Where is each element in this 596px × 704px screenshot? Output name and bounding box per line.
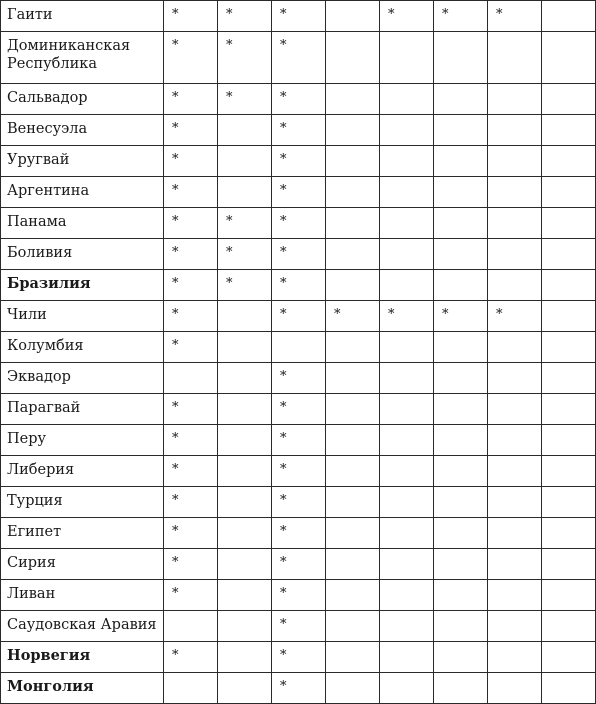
mark-cell <box>542 239 596 270</box>
mark-cell <box>326 239 380 270</box>
mark-cell <box>380 487 434 518</box>
country-name-cell: Монголия <box>1 673 164 704</box>
mark-cell <box>542 301 596 332</box>
country-name-cell: Норвегия <box>1 642 164 673</box>
mark-cell <box>434 549 488 580</box>
mark-cell <box>434 580 488 611</box>
table-row <box>1 301 596 332</box>
mark-cell <box>380 270 434 301</box>
mark-cell <box>326 673 380 704</box>
mark-cell <box>542 32 596 84</box>
country-name-cell: Сирия <box>1 549 164 580</box>
mark-cell <box>542 363 596 394</box>
mark-cell <box>380 673 434 704</box>
mark-cell: * <box>272 549 326 580</box>
table-row <box>1 208 596 239</box>
mark-cell <box>542 642 596 673</box>
mark-cell <box>542 611 596 642</box>
country-name-cell: Перу <box>1 425 164 456</box>
mark-cell <box>542 394 596 425</box>
mark-cell: * <box>272 1 326 32</box>
table-row <box>1 84 596 115</box>
mark-cell <box>218 518 272 549</box>
mark-cell <box>488 487 542 518</box>
mark-cell <box>488 580 542 611</box>
mark-cell <box>542 456 596 487</box>
mark-cell <box>218 456 272 487</box>
mark-cell <box>326 270 380 301</box>
mark-cell <box>380 518 434 549</box>
mark-cell <box>542 425 596 456</box>
mark-cell: * <box>218 270 272 301</box>
mark-cell <box>218 394 272 425</box>
mark-cell: * <box>164 177 218 208</box>
mark-cell: * <box>488 301 542 332</box>
mark-cell: * <box>164 394 218 425</box>
mark-cell: * <box>164 301 218 332</box>
mark-cell <box>380 84 434 115</box>
country-name-cell: Доминиканская Республика <box>1 32 164 84</box>
mark-cell <box>488 115 542 146</box>
mark-cell <box>488 425 542 456</box>
mark-cell <box>488 456 542 487</box>
mark-cell <box>218 177 272 208</box>
mark-cell <box>542 1 596 32</box>
mark-cell <box>326 580 380 611</box>
mark-cell <box>218 549 272 580</box>
mark-cell: * <box>164 146 218 177</box>
table-row <box>1 239 596 270</box>
mark-cell <box>488 518 542 549</box>
mark-cell <box>380 115 434 146</box>
mark-cell: * <box>218 208 272 239</box>
mark-cell <box>488 177 542 208</box>
country-name-cell: Уругвай <box>1 146 164 177</box>
mark-cell: * <box>488 1 542 32</box>
table-row <box>1 394 596 425</box>
mark-cell: * <box>272 146 326 177</box>
mark-cell <box>326 425 380 456</box>
mark-cell <box>218 332 272 363</box>
mark-cell <box>164 363 218 394</box>
mark-cell <box>164 611 218 642</box>
mark-cell <box>434 363 488 394</box>
mark-cell <box>542 580 596 611</box>
mark-cell: * <box>272 518 326 549</box>
mark-cell: * <box>218 84 272 115</box>
mark-cell <box>326 394 380 425</box>
mark-cell <box>380 363 434 394</box>
mark-cell <box>380 332 434 363</box>
country-name-cell: Саудовская Аравия <box>1 611 164 642</box>
mark-cell: * <box>272 177 326 208</box>
mark-cell <box>326 32 380 84</box>
table-row <box>1 487 596 518</box>
mark-cell <box>218 301 272 332</box>
table-body <box>1 1 596 704</box>
table-row <box>1 363 596 394</box>
mark-cell: * <box>272 673 326 704</box>
mark-cell <box>380 208 434 239</box>
mark-cell: * <box>272 115 326 146</box>
mark-cell: * <box>164 580 218 611</box>
country-name-cell: Аргентина <box>1 177 164 208</box>
mark-cell: * <box>164 332 218 363</box>
mark-cell <box>164 673 218 704</box>
mark-cell: * <box>164 487 218 518</box>
mark-cell <box>218 642 272 673</box>
mark-cell: * <box>272 425 326 456</box>
mark-cell: * <box>218 32 272 84</box>
mark-cell <box>326 611 380 642</box>
mark-cell <box>434 84 488 115</box>
mark-cell <box>488 208 542 239</box>
mark-cell: * <box>164 208 218 239</box>
mark-cell <box>326 332 380 363</box>
mark-cell <box>326 549 380 580</box>
mark-cell <box>434 146 488 177</box>
mark-cell <box>542 487 596 518</box>
table-row <box>1 518 596 549</box>
mark-cell <box>542 146 596 177</box>
mark-cell <box>380 177 434 208</box>
mark-cell: * <box>326 301 380 332</box>
mark-cell: * <box>272 611 326 642</box>
mark-cell <box>488 239 542 270</box>
mark-cell <box>218 425 272 456</box>
country-name-cell: Египет <box>1 518 164 549</box>
mark-cell <box>218 673 272 704</box>
mark-cell <box>434 177 488 208</box>
mark-cell <box>542 115 596 146</box>
table-row <box>1 332 596 363</box>
country-name-cell: Парагвай <box>1 394 164 425</box>
country-name-cell: Боливия <box>1 239 164 270</box>
table-row <box>1 642 596 673</box>
mark-cell <box>380 425 434 456</box>
mark-cell <box>380 394 434 425</box>
table-row <box>1 549 596 580</box>
mark-cell: * <box>164 32 218 84</box>
country-name-cell: Либерия <box>1 456 164 487</box>
mark-cell: * <box>272 642 326 673</box>
mark-cell: * <box>164 642 218 673</box>
mark-cell <box>326 518 380 549</box>
country-name-cell: Ливан <box>1 580 164 611</box>
mark-cell: * <box>272 487 326 518</box>
country-name-cell: Панама <box>1 208 164 239</box>
mark-cell: * <box>218 1 272 32</box>
mark-cell: * <box>164 239 218 270</box>
mark-cell <box>434 32 488 84</box>
mark-cell: * <box>434 301 488 332</box>
mark-cell <box>326 177 380 208</box>
mark-cell: * <box>164 518 218 549</box>
mark-cell <box>380 32 434 84</box>
mark-cell: * <box>380 1 434 32</box>
mark-cell <box>434 456 488 487</box>
mark-cell: * <box>380 301 434 332</box>
mark-cell <box>488 673 542 704</box>
mark-cell <box>434 270 488 301</box>
mark-cell <box>542 208 596 239</box>
mark-cell <box>326 84 380 115</box>
mark-cell <box>542 549 596 580</box>
table-row <box>1 580 596 611</box>
mark-cell <box>326 208 380 239</box>
mark-cell <box>488 394 542 425</box>
mark-cell: * <box>218 239 272 270</box>
country-name-cell: Гаити <box>1 1 164 32</box>
table-row <box>1 32 596 84</box>
mark-cell <box>218 115 272 146</box>
mark-cell <box>218 580 272 611</box>
mark-cell <box>380 611 434 642</box>
mark-cell <box>488 332 542 363</box>
mark-cell <box>434 115 488 146</box>
table-row <box>1 425 596 456</box>
mark-cell <box>218 363 272 394</box>
mark-cell: * <box>272 270 326 301</box>
mark-cell <box>326 456 380 487</box>
mark-cell <box>434 673 488 704</box>
mark-cell <box>434 642 488 673</box>
mark-cell <box>380 580 434 611</box>
mark-cell <box>218 487 272 518</box>
table-row <box>1 673 596 704</box>
mark-cell: * <box>164 84 218 115</box>
country-name-cell: Эквадор <box>1 363 164 394</box>
table-row <box>1 146 596 177</box>
country-name-cell: Бразилия <box>1 270 164 301</box>
mark-cell <box>326 642 380 673</box>
mark-cell <box>434 487 488 518</box>
mark-cell <box>326 487 380 518</box>
mark-cell <box>542 270 596 301</box>
mark-cell <box>488 642 542 673</box>
mark-cell <box>488 549 542 580</box>
country-name-cell: Сальвадор <box>1 84 164 115</box>
mark-cell <box>542 673 596 704</box>
mark-cell: * <box>164 549 218 580</box>
mark-cell <box>434 239 488 270</box>
mark-cell <box>488 146 542 177</box>
mark-cell: * <box>164 456 218 487</box>
mark-cell <box>380 146 434 177</box>
mark-cell <box>380 239 434 270</box>
mark-cell <box>434 208 488 239</box>
mark-cell <box>380 456 434 487</box>
mark-cell <box>542 518 596 549</box>
table-row <box>1 115 596 146</box>
mark-cell: * <box>434 1 488 32</box>
mark-cell: * <box>272 84 326 115</box>
mark-cell <box>542 332 596 363</box>
mark-cell <box>434 394 488 425</box>
mark-cell <box>488 611 542 642</box>
mark-cell: * <box>164 425 218 456</box>
table-row <box>1 611 596 642</box>
mark-cell <box>542 84 596 115</box>
mark-cell <box>488 84 542 115</box>
country-name-cell: Турция <box>1 487 164 518</box>
mark-cell <box>434 611 488 642</box>
mark-cell: * <box>164 115 218 146</box>
mark-cell: * <box>164 1 218 32</box>
mark-cell <box>434 332 488 363</box>
mark-cell: * <box>272 394 326 425</box>
country-name-cell: Колумбия <box>1 332 164 363</box>
mark-cell <box>380 642 434 673</box>
mark-cell: * <box>272 456 326 487</box>
mark-cell <box>326 115 380 146</box>
mark-cell <box>488 270 542 301</box>
mark-cell: * <box>272 239 326 270</box>
country-name-cell: Венесуэла <box>1 115 164 146</box>
mark-cell <box>218 146 272 177</box>
mark-cell: * <box>164 270 218 301</box>
mark-cell: * <box>272 208 326 239</box>
mark-cell <box>434 425 488 456</box>
mark-cell <box>434 518 488 549</box>
table-row <box>1 456 596 487</box>
table-row <box>1 270 596 301</box>
mark-cell <box>488 363 542 394</box>
mark-cell: * <box>272 301 326 332</box>
mark-cell <box>326 146 380 177</box>
mark-cell <box>326 363 380 394</box>
mark-cell <box>218 611 272 642</box>
mark-cell <box>326 1 380 32</box>
mark-cell <box>272 332 326 363</box>
table-row <box>1 1 596 32</box>
mark-cell <box>488 32 542 84</box>
mark-cell: * <box>272 363 326 394</box>
table-row <box>1 177 596 208</box>
mark-cell <box>380 549 434 580</box>
country-name-cell: Чили <box>1 301 164 332</box>
mark-cell: * <box>272 32 326 84</box>
mark-cell: * <box>272 580 326 611</box>
mark-cell <box>542 177 596 208</box>
